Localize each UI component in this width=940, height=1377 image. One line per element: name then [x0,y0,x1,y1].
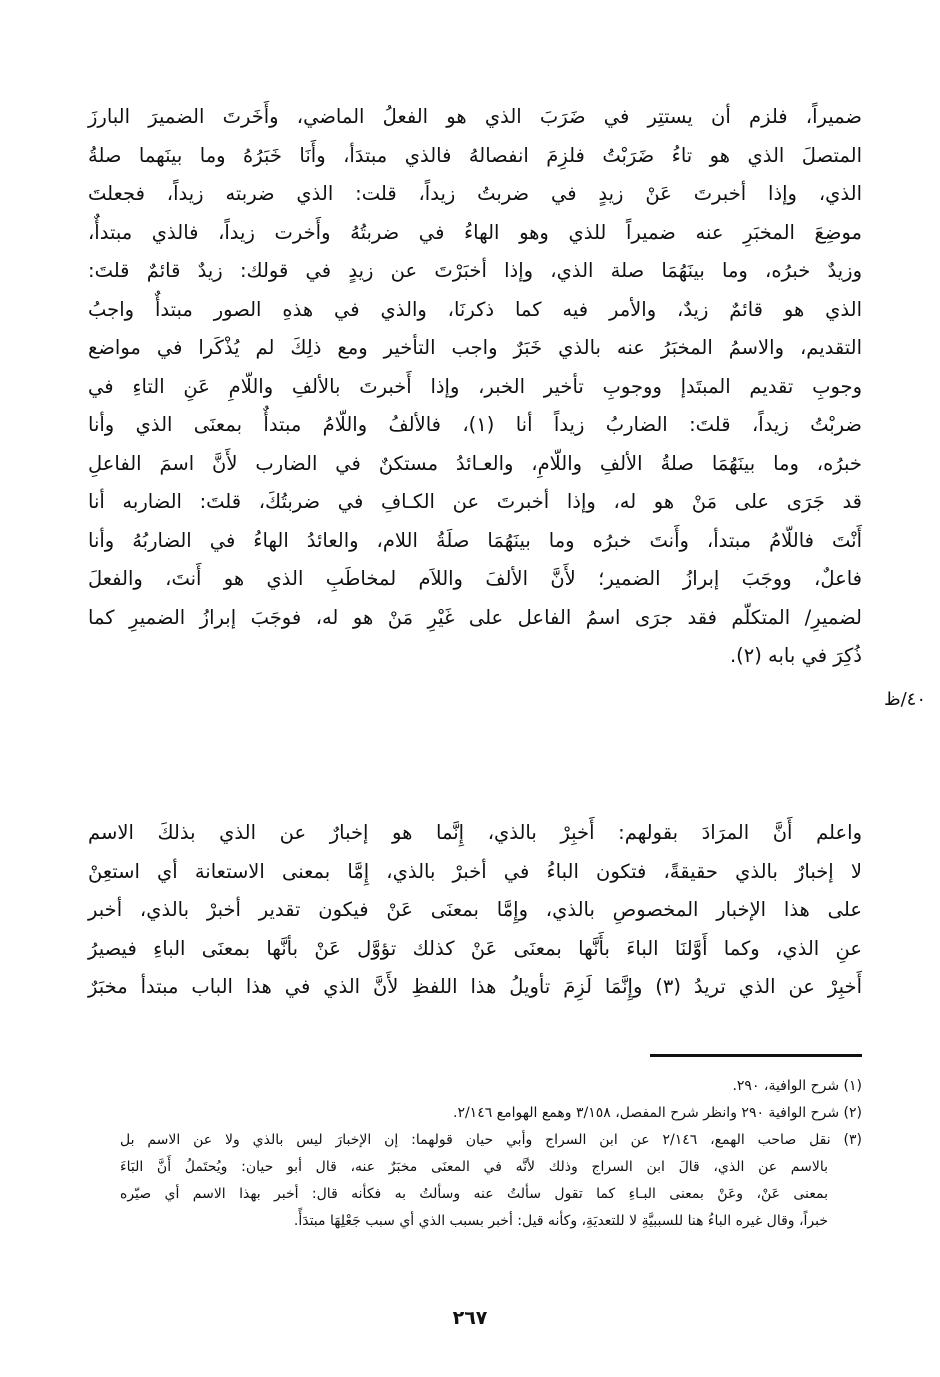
footnote-3-continuation: بالاسم عن الذي، قالَ ابن السراج وذلك لأنَّه في المعنَى مخبَرٌ عنه، قال أبو حيان: ويُحتَملُ أَنَّ البَاءَ [120,1159,828,1175]
text-line: التقديم، والاسمُ المخبَرُ عنه بالذي خَبَرٌ واجب التأخير ومع ذلِكَ لم يُذْكَرا في مواضع [88,336,862,359]
footnote-3-continuation: بمعنى عَنْ، وعَنْ بمعنى البـاءِ كما تقول سألتُ عنه وسألتُ به فكأنه قال: أخبر بهذا الاسم أي صيّره [120,1186,828,1202]
text-line: فاعلٌ، ووجَبَ إبرازُ الضمير؛ لأَنَّ الألفَ واللاَم لمخاطَبِ الذي هو أَنتَ، والفعلَ [88,567,862,590]
text-line: خبرُه، وما بينَهُمَا صلةُ الألفِ واللّامِ، والعـائدُ مستكنٌ في الضارب لأَنَّ اسمَ الفاعلِ [88,451,862,475]
text-line: الذي هو قائمٌ زيدٌ، والأمر فيه كما ذكرنَا، والذي في هذهِ الصور مبتدأٌ واجبُ [88,297,862,321]
main-paragraph-1 [88,98,862,676]
text-line: وجوبِ تقديم المبتَدإ ووجوبِ تأخير الخبر، وإذا أَخبرتَ بالألفِ واللّامِ عَنِ التاءِ في [88,374,862,398]
text-line: عنِ الذي، وكما أَوَّلنَا الباءَ بأَنَّها بمعنَى عَنْ كذلك تؤوَّل عَنْ بأنَّها بمعنَى الباءِ فيصيرُ [88,936,862,960]
footnotes [120,1073,862,1235]
main-paragraph-2 [88,814,862,1007]
text-line: لا إخبارٌ بالذي حقيقةً، فتكون الباءُ في أخبرْ بالذي، إِمَّا بمعنى الاستعانة أي استعِنْ [88,859,862,883]
text-line: أَنْتَ فاللّامُ مبتدأ، وأَنتَ خبرُه وما بينَهُمَا صلَةُ اللام، والعائدُ الهاءُ في الضاربُهُ وأنا [88,528,862,552]
text-line: لضميرِ/ المتكلّم فقد جرَى اسمُ الفاعل على غَيْرِ مَنْ هو له، فوجَبَ إبرازُ الضميرِ كما [88,605,862,629]
page-number: ٢٦٧ [452,1307,488,1329]
manuscript-folio-marker: ٤٠/ظ [883,689,926,710]
footnote-separator [650,1054,862,1057]
text-line: ذُكِرَ في بابه (٢). [729,644,862,667]
text-line: واعلم أَنَّ المرَادَ بقولهم: أَخبِرْ بالذي، إِنَّما هو إخبارٌ عن الذي بذلكَ الاسم [88,821,862,844]
text-line: قد جَرَى على مَنْ هو له، وإذا أخبرتَ عن الكـافِ في ضربتُكَ، قلتَ: الضاربه أنا [88,490,862,513]
footnote-3: (٣) نقل صاحب الهمع، ٢/١٤٦ عن ابن السراج وأبي حيان قولهما: إن الإخبارَ ليس بالذي ولا عن الاسم بل [120,1132,862,1148]
text-line: على هذا الإخبار المخصوصِ بالذي، وإِمَّا بمعنَى عَنْ فيكون تقدير أخبرْ بالذي، أخبر [88,898,862,921]
text-line: أَخبِرْ عن الذي تريدُ (٣) وإِنَّمَا لَزِمَ تأويلُ هذا اللفظِ لأَنَّ الذي في هذا الباب مبتدأ مخبَرٌ [88,975,862,998]
text-line: المتصلَ الذي هو تاءُ ضَرَبْتُ فلزِمَ انفصالهُ فالذي مبتدَأ، وأَنَا خَبَرُهُ وما بينَهما صلةُ [88,143,862,167]
text-line: ضربْتُ زيداً، قلتَ: الضاربُ زيداً أنا (١)، فالألفُ واللّامُ مبتدأٌ بمعنَى الذي وأنا [88,413,862,436]
text-line: الذي، وإذا أخبرتَ عَنْ زيدٍ في ضربتُ زيداً، قلت: الذي ضربته زيداً، فجعلتَ [88,182,862,205]
text-line: ضميراً، فلزم أن يستتِر في ضَرَبَ الذي هو الفعلُ الماضي، وأَخَرتَ الضميرَ البارزَ [88,105,862,128]
text-line: وزيدٌ خبرُه، وما بينَهُمَا صلة الذي، وإذا أخبَرْتَ عن زيدٍ في قولك: زيدٌ قائمٌ قلتَ: [88,259,862,282]
footnote-3-continuation: خبراً، وقال غيره الباءُ هنا للسببيَّةِ لا للتعديَةِ، وكأنه قيل: أخبر بسبب الذي أي سبب جَعْلِهَا مبتدَأً. [293,1213,828,1229]
footnote-1: (١) شرح الوافية، ٢٩٠. [732,1078,862,1094]
footnote-2: (٢) شرح الوافية ٢٩٠ وانظر شرح المفصل، ٣/١٥٨ وهمع الهوامع ٢/١٤٦. [452,1105,862,1121]
text-line: موضِعَ المخبَرِ عنه ضميراً للذي وهو الهاءُ في ضربتُهُ وأَخرت زيداً، فالذي مبتدأٌ، [88,220,862,244]
